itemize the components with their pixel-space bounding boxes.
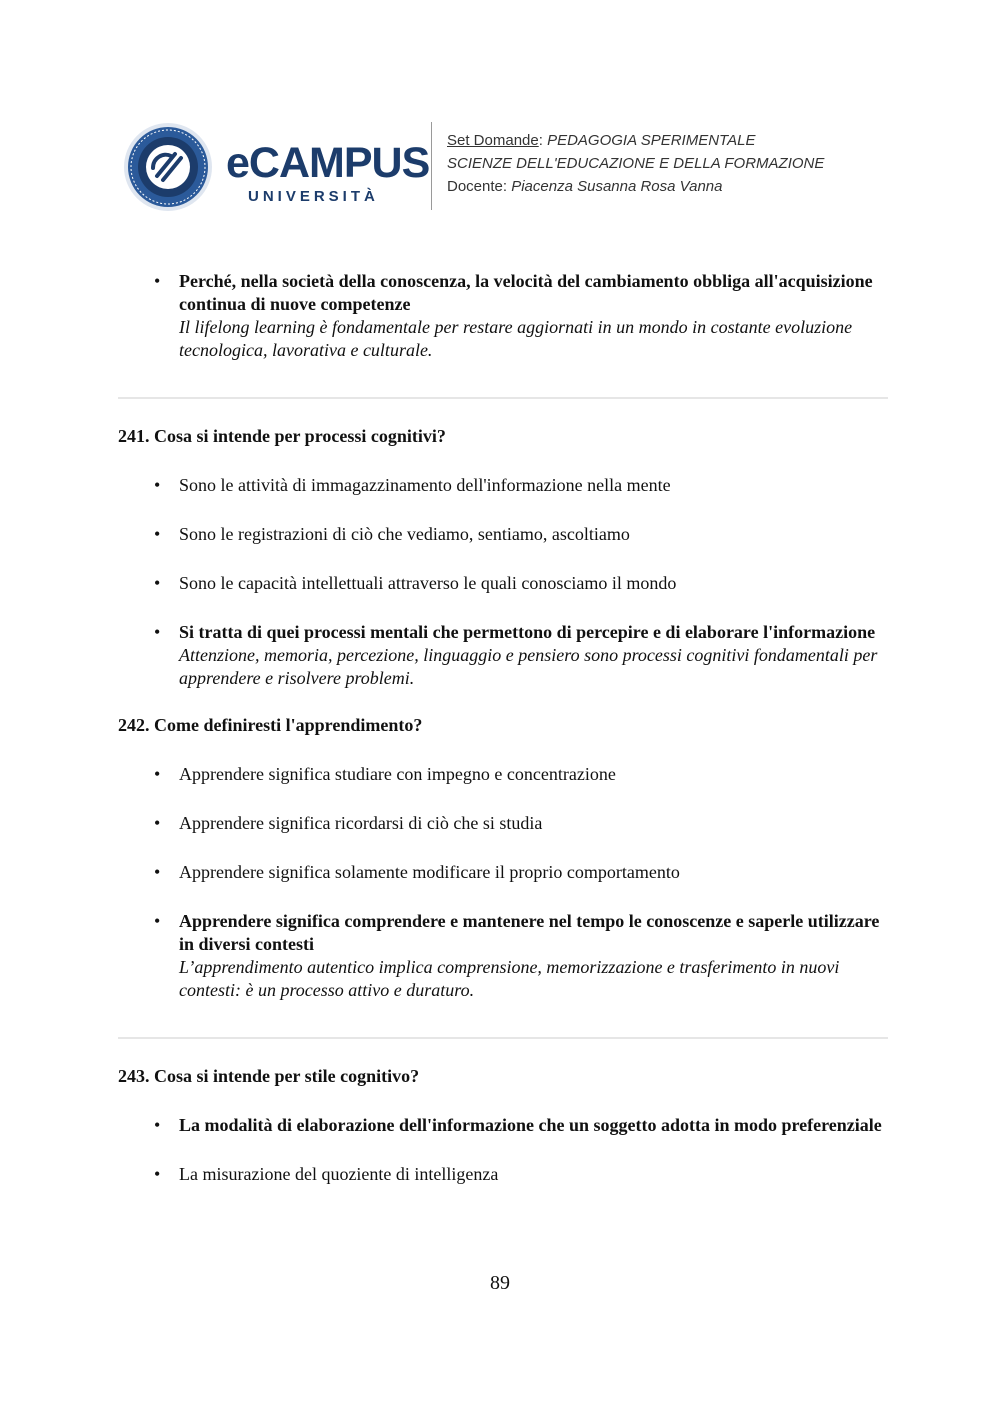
question-title: 243. Cosa si intende per stile cognitivo? [118,1066,420,1086]
answer-option [118,861,888,884]
ecampus-seal-icon [123,122,213,212]
answer-option [118,474,888,497]
answer-text: Apprendere significa ricordarsi di ciò che si studia [179,813,543,833]
answer-text: Apprendere significa solamente modificare il proprio comportamento [179,862,680,882]
answer-option [118,572,888,595]
answer-option [118,523,888,546]
answer-explanation: Il lifelong learning è fondamentale per restare aggiornati in un mondo in costante evoluzione tecnologica, lavorativa e culturale. [179,317,853,360]
header-info [447,129,824,198]
answer-list [118,1114,888,1186]
section-divider [118,1037,888,1039]
question-title: 241. Cosa si intende per processi cognitivi? [118,426,446,446]
answer-text: Sono le attività di immagazzinamento dell'informazione nella mente [179,475,671,495]
carryover-answers [118,270,888,362]
answer-option-correct [118,621,888,690]
answer-text: Apprendere significa comprendere e mantenere nel tempo le conoscenze e saperle utilizzare in diversi contesti [179,911,880,954]
answer-text: Sono le capacità intellettuali attraverso le quali conosciamo il mondo [179,573,677,593]
answer-option-correct [118,270,888,362]
page-content [118,270,888,1186]
course-line: Set Domande: PEDAGOGIA SPERIMENTALE [447,132,756,149]
answer-text: Sono le registrazioni di ciò che vediamo, sentiamo, ascoltiamo [179,524,630,544]
header-divider [431,122,432,210]
answer-list [118,474,888,690]
answer-text: Perché, nella società della conoscenza, la velocità del cambiamento obbliga all'acquisizione continua di nuove competenze [179,271,873,314]
answer-option [118,763,888,786]
answer-explanation: Attenzione, memoria, percezione, linguaggio e pensiero sono processi cognitivi fondamentali per apprendere e risolvere problemi. [179,645,878,688]
ecampus-logo [226,139,430,206]
logo-subtitle: UNIVERSITÀ [248,188,379,205]
page-header [0,0,1000,230]
answer-option [118,1163,888,1186]
answer-text: Apprendere significa studiare con impegno e concentrazione [179,764,616,784]
set-label: Set Domande [447,132,539,149]
course-name: PEDAGOGIA SPERIMENTALE [547,132,756,149]
section-divider [118,397,888,399]
answer-option-correct [118,910,888,1002]
answer-text: La misurazione del quoziente di intelligenza [179,1164,499,1184]
answer-option [118,812,888,835]
answer-text: La modalità di elaborazione dell'informazione che un soggetto adotta in modo preferenziale [179,1115,882,1135]
answer-list [118,763,888,1002]
teacher-line: Docente: Piacenza Susanna Rosa Vanna [447,178,723,195]
answer-explanation: L’apprendimento autentico implica comprensione, memorizzazione e trasferimento in nuovi contesti: è un processo attivo e duraturo. [179,957,840,1000]
teacher-name: Piacenza Susanna Rosa Vanna [511,178,723,195]
answer-text: Si tratta di quei processi mentali che permettono di percepire e di elaborare l'informazione [179,622,876,642]
faculty-line [447,152,824,175]
logo-brand: eCAMPUS [226,139,430,187]
teacher-label: Docente [447,178,503,195]
page-number: 89 [490,1272,510,1294]
faculty-name: SCIENZE DELL'EDUCAZIONE E DELLA FORMAZIONE [447,155,825,172]
answer-option-correct [118,1114,888,1137]
question-title: 242. Come definiresti l'apprendimento? [118,715,423,735]
